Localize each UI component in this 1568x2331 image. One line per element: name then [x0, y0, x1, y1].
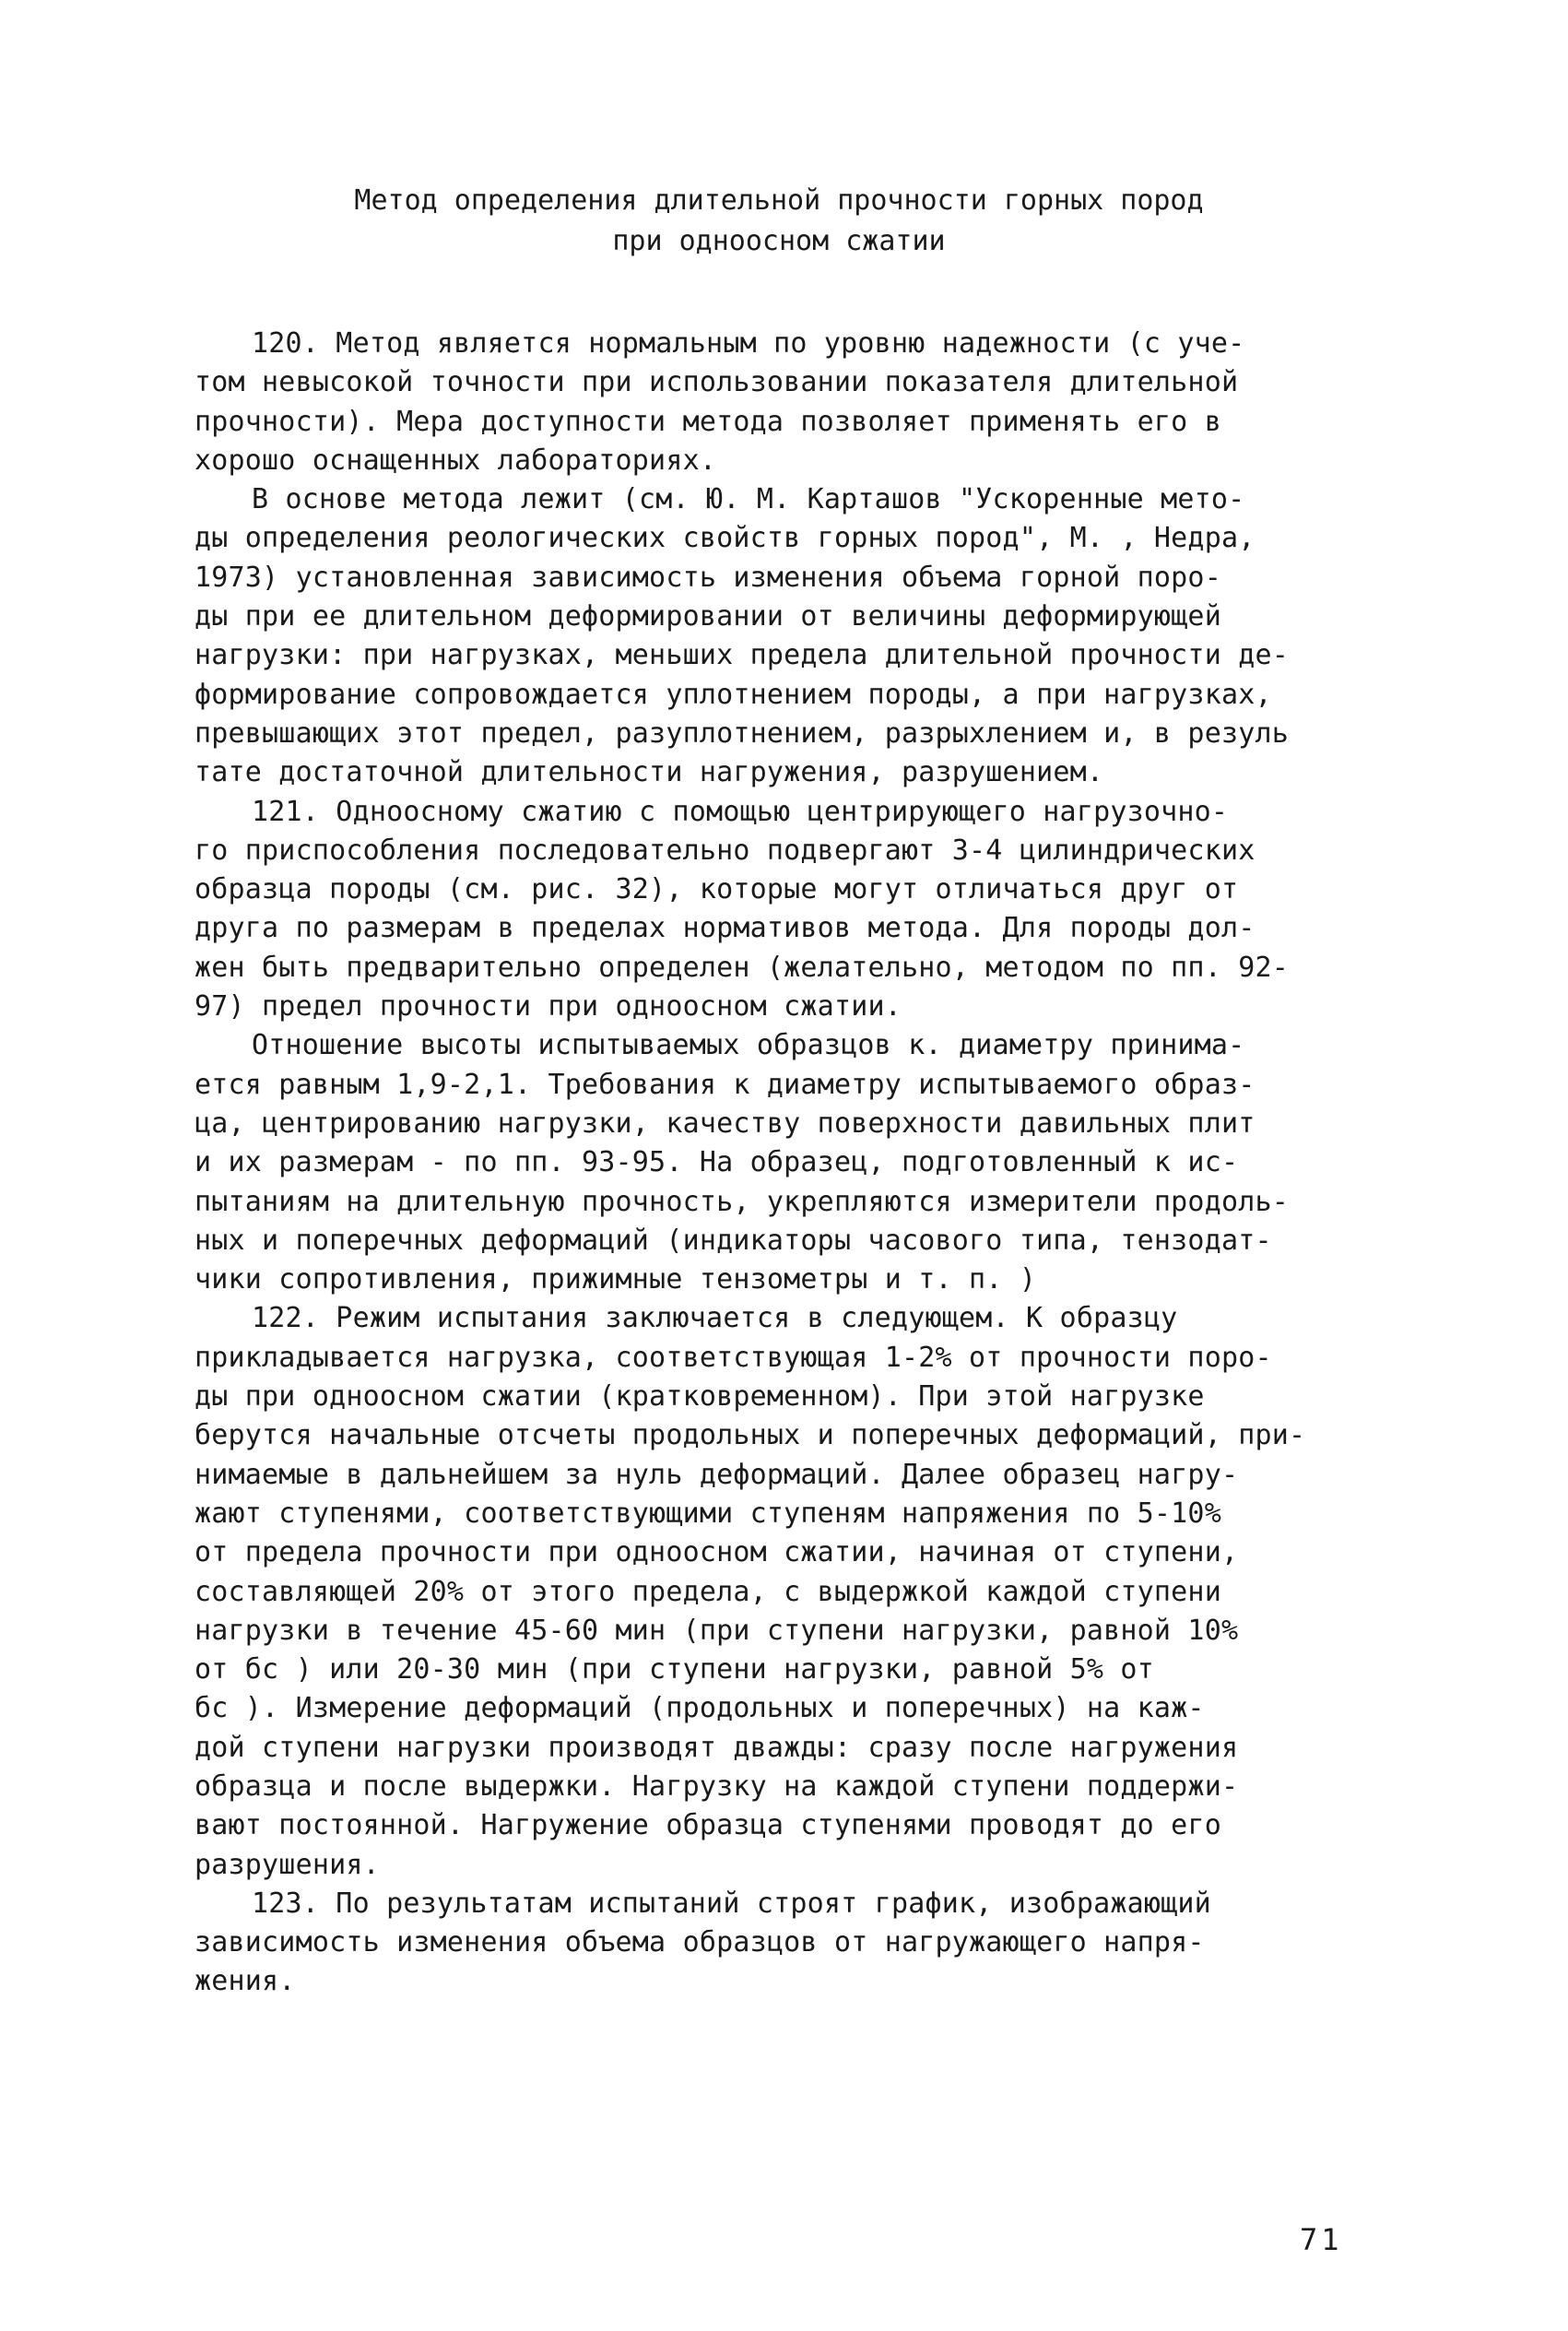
text-line: от бс ) или 20-30 мин (при ступени нагрузки, равной 5% от — [195, 1653, 1154, 1686]
text-line: разрушения. — [195, 1848, 380, 1881]
text-line: и их размерам - по пп. 93-95. На образец, подготовленный к ис- — [195, 1146, 1239, 1179]
text-line: ды при ее длительном деформировании от величины деформирующей — [195, 600, 1221, 633]
text-line: чики сопротивления, прижимные тензометры и т. п. ) — [195, 1263, 1037, 1296]
text-line: хорошо оснащенных лабораториях. — [195, 444, 717, 477]
text-line: ды определения реологических свойств горных пород", М. , Недра, — [195, 522, 1256, 555]
text-line: жают ступенями, соответствующими ступеням напряжения по 5-10% — [195, 1497, 1221, 1530]
text-line: превышающих этот предел, разуплотнением, разрыхлением и, в резуль — [195, 716, 1289, 750]
text-line: нимаемые в дальнейшем за нуль деформаций. Далее образец нагру- — [195, 1458, 1239, 1491]
text-line: прочности). Мера доступности метода позволяет применять его в — [195, 405, 1221, 438]
section-title — [194, 181, 1364, 262]
text-line: жен быть предварительно определен (желательно, методом по пп. 92- — [195, 951, 1289, 984]
text-line: В основе метода лежит (см. Ю. М. Карташов "Ускоренные мето- — [252, 483, 1245, 516]
text-line: ды при одноосном сжатии (кратковременном). При этой нагрузке — [195, 1380, 1205, 1414]
text-line: друга по размерам в пределах нормативов метода. Для породы дол- — [195, 912, 1256, 945]
text-line: 123. По результатам испытаний строят график, изображающий — [252, 1887, 1211, 1920]
text-line: ца, центрированию нагрузки, качеству поверхности давильных плит — [195, 1106, 1256, 1140]
title-line: при одноосном сжатии — [612, 225, 946, 257]
text-line: 121. Одноосному сжатию с помощью центрирующего нагрузочно- — [252, 795, 1229, 828]
text-line: 1973) установленная зависимость изменения объема горной поро- — [195, 561, 1221, 594]
text-line: Отношение высоты испытываемых образцов к. диаметру принима- — [252, 1029, 1245, 1062]
text-line: пытаниям на длительную прочность, укрепляются измерители продоль- — [195, 1185, 1289, 1218]
title-line: Метод определения длительной прочности горных пород — [354, 184, 1204, 217]
text-line: зависимость изменения объема образцов от нагружающего напря- — [195, 1926, 1205, 1959]
text-line: ется равным 1,9-2,1. Требования к диаметру испытываемого образ- — [195, 1068, 1256, 1101]
text-line: берутся начальные отсчеты продольных и поперечных деформаций, при- — [195, 1419, 1306, 1452]
text-line: образца породы (см. рис. 32), которые могут отличаться друг от — [195, 873, 1239, 906]
text-line: от предела прочности при одноосном сжатии, начиная от ступени, — [195, 1536, 1239, 1569]
text-line: 122. Режим испытания заключается в следующем. К образцу — [252, 1302, 1178, 1335]
text-line: нагрузки: при нагрузках, меньших предела длительной прочности де- — [195, 639, 1289, 672]
text-line: том невысокой точности при использовании показателя длительной — [195, 366, 1239, 399]
page-number: 71 — [1300, 2222, 1343, 2257]
text-line: прикладывается нагрузка, соответствующая 1-2% от прочности поро- — [195, 1341, 1272, 1374]
text-line: образца и после выдержки. Нагрузку на каждой ступени поддержи- — [195, 1769, 1239, 1803]
text-line: формирование сопровождается уплотнением породы, а при нагрузках, — [195, 678, 1272, 711]
text-line: тате достаточной длительности нагружения, разрушением. — [195, 756, 1104, 789]
body-text — [195, 325, 1416, 2002]
text-line: ных и поперечных деформаций (индикаторы часового типа, тензодат- — [195, 1224, 1272, 1257]
text-line: составляющей 20% от этого предела, с выдержкой каждой ступени — [195, 1575, 1221, 1608]
text-line: жения. — [195, 1965, 296, 1998]
text-line: дой ступени нагрузки производят дважды: сразу после нагружения — [195, 1731, 1239, 1764]
text-line: 97) предел прочности при одноосном сжатии. — [195, 990, 902, 1024]
text-line: го приспособления последовательно подвергают 3-4 цилиндрических — [195, 834, 1256, 867]
text-line: вают постоянной. Нагружение образца ступенями проводят до его — [195, 1809, 1221, 1842]
text-line: бс ). Измерение деформаций (продольных и поперечных) на каж- — [195, 1692, 1205, 1725]
text-line: 120. Метод является нормальным по уровню надежности (с уче- — [252, 327, 1245, 360]
text-line: нагрузки в течение 45-60 мин (при ступени нагрузки, равной 10% — [195, 1614, 1239, 1647]
